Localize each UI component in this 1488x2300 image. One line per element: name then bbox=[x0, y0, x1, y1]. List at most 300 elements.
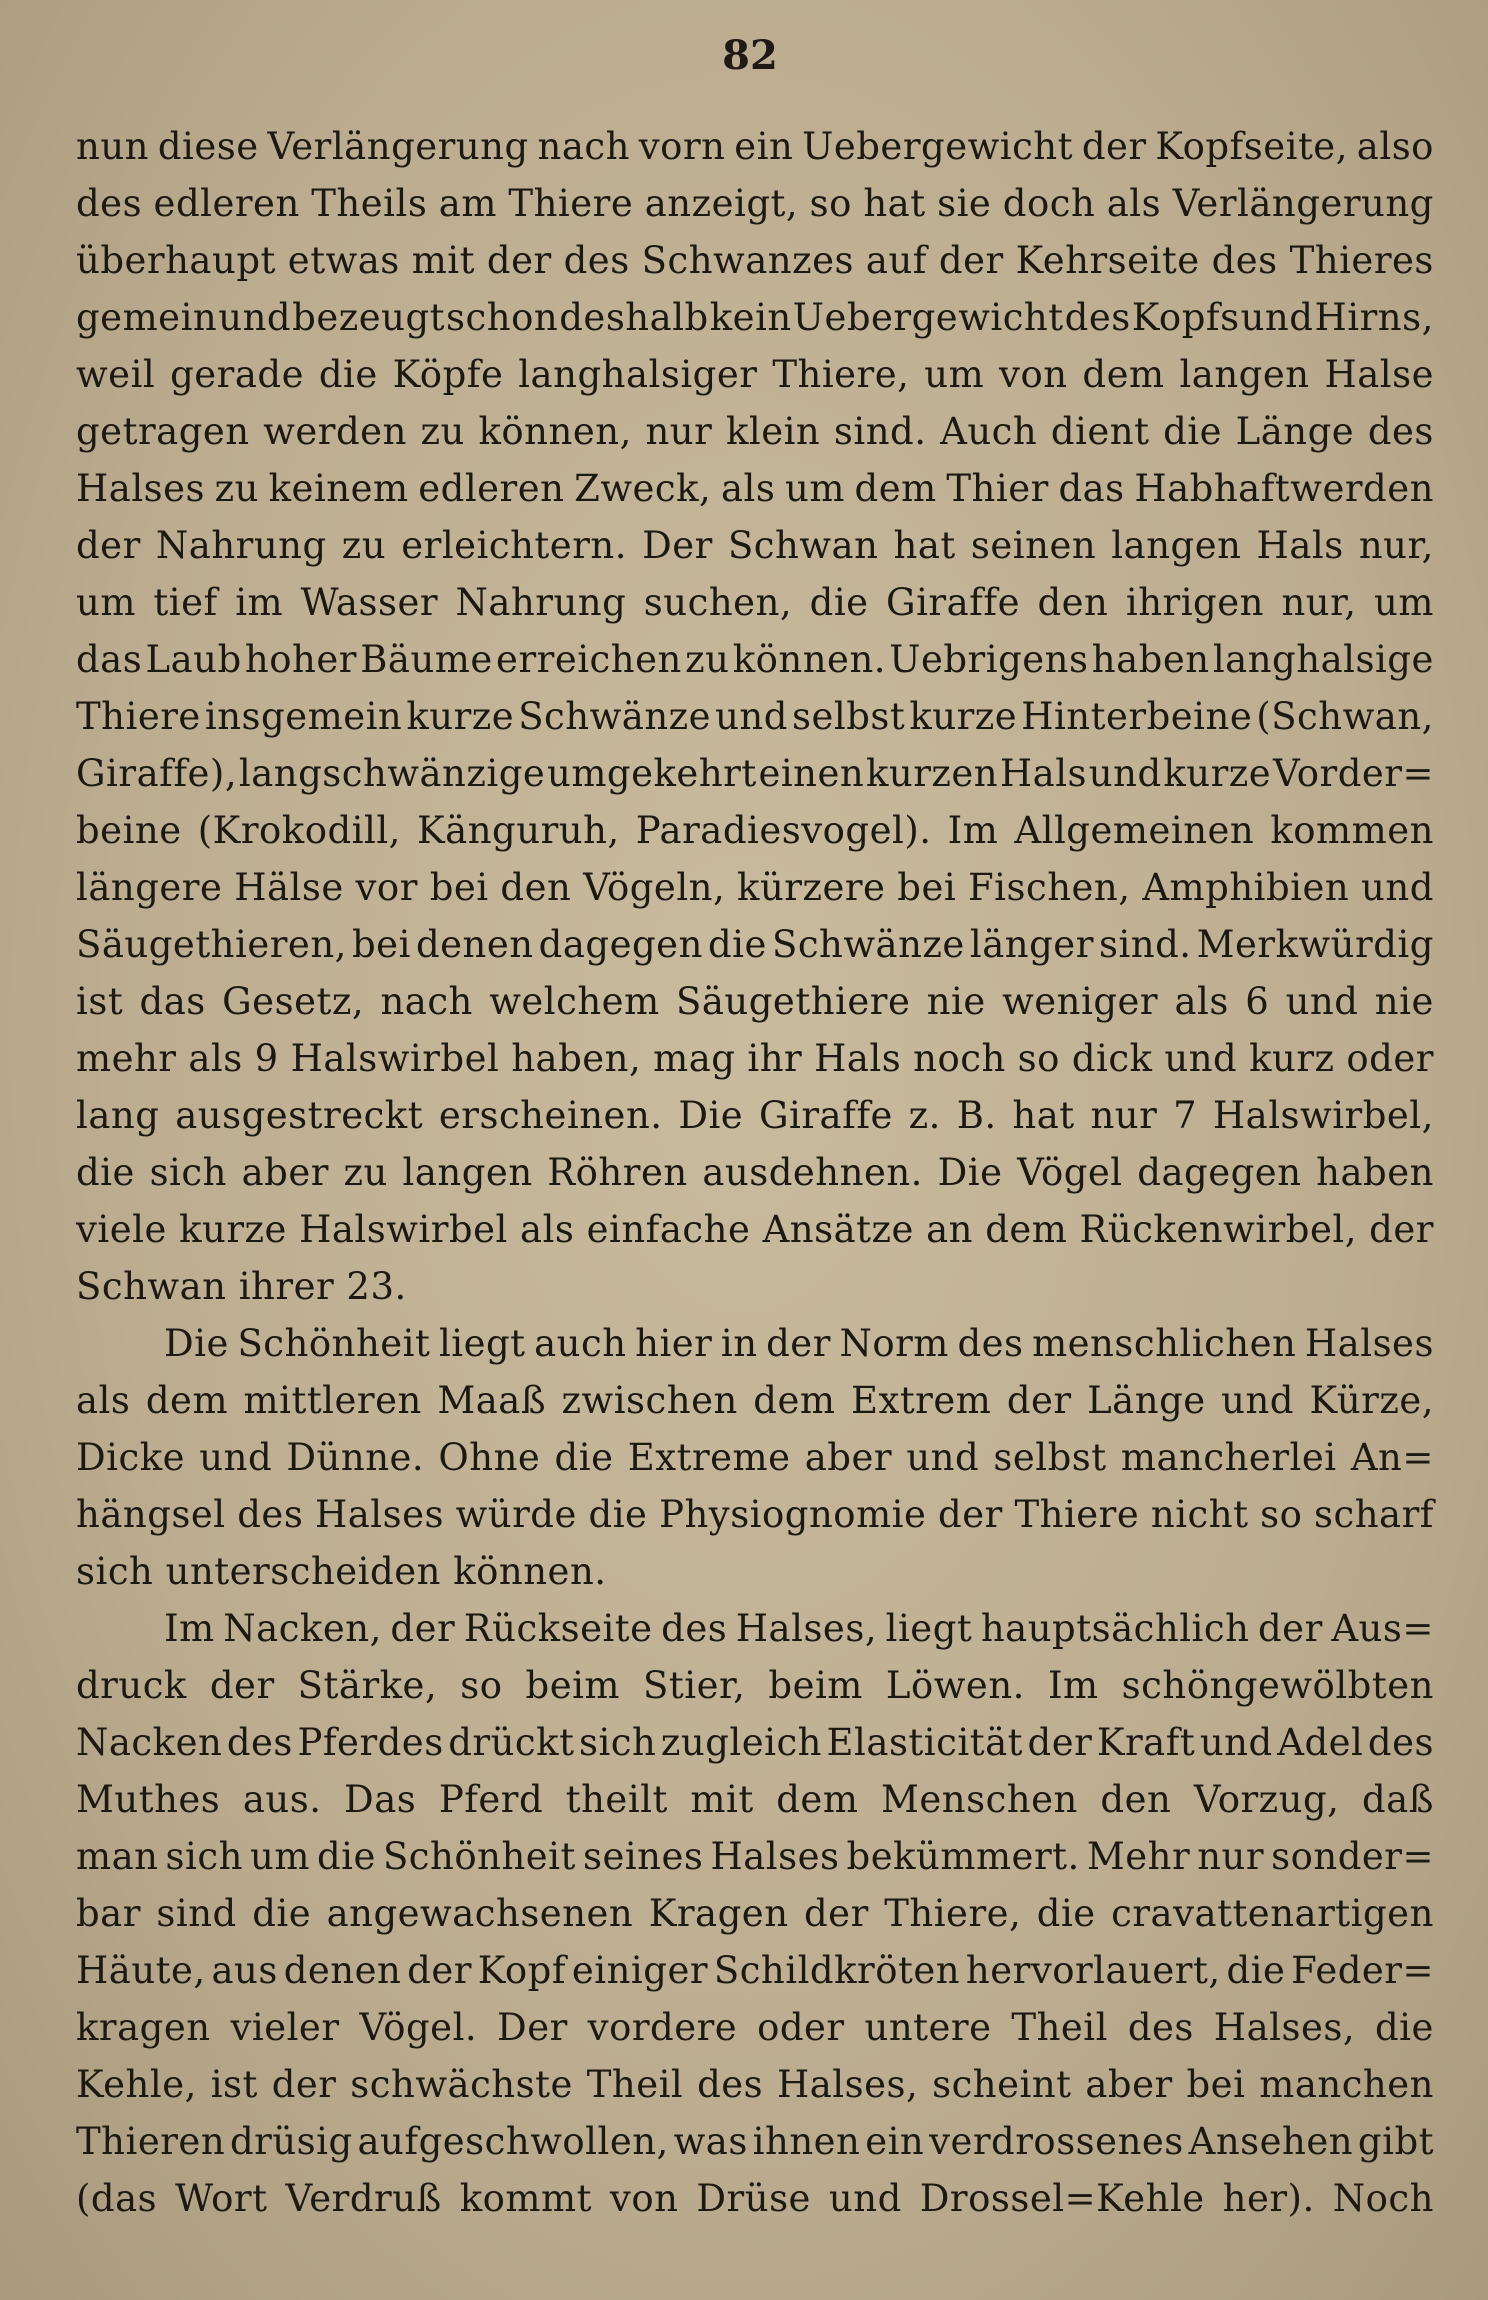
word: am bbox=[438, 182, 497, 225]
word: können, bbox=[478, 410, 632, 453]
word: welchem bbox=[489, 980, 660, 1023]
text-line bbox=[76, 1087, 1434, 1144]
word: Rückseite bbox=[463, 1607, 653, 1650]
word: Thieren bbox=[76, 2120, 226, 2163]
word: die bbox=[76, 1151, 135, 1194]
word: Länge bbox=[1235, 410, 1355, 453]
word: bei bbox=[429, 866, 489, 909]
word: Häute, bbox=[76, 1949, 206, 1992]
word: auf bbox=[865, 239, 927, 282]
word: also bbox=[1356, 125, 1434, 168]
word: Thiere bbox=[508, 182, 634, 225]
word: Theil bbox=[586, 2063, 684, 2106]
word: Schwänze bbox=[771, 923, 965, 966]
word: Nahrung bbox=[155, 524, 327, 567]
word: Mehr bbox=[1086, 1835, 1191, 1878]
word: Feder= bbox=[1291, 1949, 1434, 1992]
word: sind bbox=[156, 1892, 237, 1935]
word: nicht bbox=[1150, 1493, 1249, 1536]
word: beim bbox=[525, 1664, 621, 1707]
word: 7 bbox=[1173, 1094, 1198, 1137]
text-line bbox=[76, 1429, 1434, 1486]
word: nur bbox=[1197, 1835, 1265, 1878]
word: drüsig bbox=[229, 2120, 353, 2163]
text-line bbox=[76, 175, 1434, 232]
word: sich bbox=[578, 1721, 657, 1764]
word: Schildkröten bbox=[713, 1949, 961, 1992]
word: daß bbox=[1361, 1778, 1434, 1821]
word: langhalsiger bbox=[518, 353, 758, 396]
word: das bbox=[76, 638, 143, 681]
word: Auch bbox=[940, 410, 1038, 453]
word: nur, bbox=[1358, 524, 1434, 567]
word: der bbox=[1257, 1607, 1323, 1650]
word: des bbox=[697, 2063, 764, 2106]
text-line bbox=[76, 1372, 1434, 1429]
word: Kehle, bbox=[76, 2063, 197, 2106]
word: werden bbox=[263, 410, 407, 453]
text-line bbox=[76, 2056, 1434, 2113]
word: haben bbox=[1091, 638, 1210, 681]
text-line bbox=[76, 1714, 1434, 1771]
word: dagegen bbox=[538, 923, 703, 966]
word: deshalb bbox=[559, 296, 709, 339]
word: keinem bbox=[268, 467, 409, 510]
word: Halswirbel bbox=[290, 1037, 500, 1080]
word: schwächste bbox=[350, 2063, 573, 2106]
word: Extreme bbox=[627, 1436, 791, 1479]
word: ausgestreckt bbox=[175, 1094, 424, 1137]
word: z. bbox=[908, 1094, 941, 1137]
word: und bbox=[218, 296, 292, 339]
word: der bbox=[1081, 125, 1147, 168]
word: anzeigt, bbox=[644, 182, 799, 225]
text-line: Schwan ihrer 23. bbox=[76, 1265, 407, 1308]
word: nach bbox=[537, 125, 630, 168]
word: Maaß bbox=[437, 1379, 547, 1422]
word: Paradiesvogel). bbox=[635, 809, 932, 852]
word: Halses bbox=[710, 1835, 840, 1878]
word: des bbox=[1127, 2006, 1194, 2049]
word: der bbox=[209, 1664, 275, 1707]
word: hängsel bbox=[76, 1493, 226, 1536]
word: vor bbox=[355, 866, 418, 909]
word: aufgeschwollen, bbox=[357, 2120, 669, 2163]
word: hat bbox=[863, 182, 926, 225]
word: Kehrseite bbox=[1015, 239, 1200, 282]
word: selbst bbox=[993, 1436, 1107, 1479]
word: Hals bbox=[1256, 524, 1344, 567]
word: Röhren bbox=[547, 1151, 688, 1194]
word: beine bbox=[76, 809, 182, 852]
word: oder bbox=[757, 2006, 845, 2049]
word: sich bbox=[165, 1835, 243, 1878]
word: langen bbox=[402, 1151, 533, 1194]
word: Rückenwirbel, bbox=[1079, 1208, 1357, 1251]
page-number: 82 bbox=[722, 32, 778, 79]
word: einfache bbox=[586, 1208, 751, 1251]
word: Hals bbox=[999, 752, 1088, 795]
word: das bbox=[1058, 467, 1125, 510]
word: Halswirbel, bbox=[1212, 1094, 1434, 1137]
word: dagegen bbox=[1137, 1151, 1302, 1194]
word: Pferdes bbox=[297, 1721, 444, 1764]
word: gemein bbox=[76, 296, 218, 339]
word: und bbox=[1199, 1721, 1273, 1764]
word: die bbox=[809, 581, 869, 624]
word: zwischen bbox=[561, 1379, 738, 1422]
word: hat bbox=[893, 524, 956, 567]
word: noch bbox=[913, 1037, 1006, 1080]
word: Säugethieren, bbox=[76, 923, 347, 966]
word: manchen bbox=[1259, 2063, 1434, 2106]
word: etwas bbox=[287, 239, 400, 282]
word: her). bbox=[1222, 2177, 1315, 2220]
word: von bbox=[609, 2177, 679, 2220]
word: kein bbox=[709, 296, 792, 339]
word: kurze bbox=[179, 1208, 287, 1251]
word: suchen, bbox=[643, 581, 793, 624]
word: kurze bbox=[1163, 752, 1272, 795]
word: Im bbox=[1047, 1664, 1099, 1707]
word: das bbox=[139, 980, 206, 1023]
text-line bbox=[76, 1315, 1434, 1372]
word: sind. bbox=[1098, 923, 1192, 966]
word: dem bbox=[985, 1208, 1068, 1251]
text-line bbox=[76, 1657, 1434, 1714]
word: die bbox=[588, 1493, 648, 1536]
word: die bbox=[316, 1835, 376, 1878]
word: des bbox=[1367, 1721, 1434, 1764]
text-line bbox=[76, 1999, 1434, 2056]
word: Schönheit bbox=[237, 1322, 431, 1365]
text-line bbox=[76, 916, 1434, 973]
word: druck bbox=[76, 1664, 187, 1707]
word: Wort bbox=[175, 2177, 268, 2220]
word: lang bbox=[76, 1094, 160, 1137]
word: Kopfs bbox=[1131, 296, 1240, 339]
word: hier bbox=[635, 1322, 713, 1365]
word: beim bbox=[768, 1664, 863, 1707]
word: Aus= bbox=[1331, 1607, 1434, 1650]
word: der bbox=[938, 239, 1004, 282]
word: Der bbox=[642, 524, 713, 567]
word: Halses, bbox=[1213, 2006, 1356, 2049]
word: länger bbox=[969, 923, 1094, 966]
word: die bbox=[318, 353, 378, 396]
word: Stärke, bbox=[297, 1664, 438, 1707]
word: des bbox=[563, 239, 630, 282]
word: gerade bbox=[170, 353, 305, 396]
word: und bbox=[828, 2177, 902, 2220]
word: Schwänze bbox=[518, 695, 712, 738]
word: mittleren bbox=[243, 1379, 422, 1422]
word: Nacken bbox=[76, 1721, 223, 1764]
word: Drüse bbox=[696, 2177, 811, 2220]
word: Löwen. bbox=[885, 1664, 1025, 1707]
word: Schwanzes bbox=[641, 239, 854, 282]
word: des bbox=[237, 1493, 304, 1536]
word: ist bbox=[76, 980, 124, 1023]
word: aber bbox=[1085, 2063, 1173, 2106]
word: Physiognomie bbox=[659, 1493, 927, 1536]
text-line bbox=[76, 802, 1434, 859]
word: viele bbox=[76, 1208, 167, 1251]
word: Amphibien bbox=[1142, 866, 1350, 909]
word: diese bbox=[157, 125, 259, 168]
word: (das bbox=[76, 2177, 158, 2220]
word: hauptsächlich bbox=[980, 1607, 1250, 1650]
word: Nahrung bbox=[455, 581, 627, 624]
word: bei bbox=[897, 866, 957, 909]
word: des bbox=[226, 1721, 293, 1764]
word: sie bbox=[937, 182, 992, 225]
word: langen bbox=[1179, 353, 1310, 396]
word: Halswirbel bbox=[299, 1208, 508, 1251]
word: Pferd bbox=[438, 1778, 544, 1821]
word: (Schwan, bbox=[1256, 695, 1434, 738]
word: selbst bbox=[792, 695, 906, 738]
word: langen bbox=[1111, 524, 1242, 567]
word: Nacken, bbox=[223, 1607, 382, 1650]
word: und bbox=[715, 695, 788, 738]
word: ist bbox=[210, 2063, 258, 2106]
word: bei bbox=[351, 923, 411, 966]
word: Norm bbox=[839, 1322, 949, 1365]
word: des bbox=[957, 1322, 1024, 1365]
word: und bbox=[1240, 296, 1314, 339]
word: und bbox=[1285, 980, 1359, 1023]
word: Thiere, bbox=[772, 353, 910, 396]
word: getragen bbox=[76, 410, 250, 453]
word: untere bbox=[864, 2006, 992, 2049]
word: ein bbox=[865, 2120, 925, 2163]
word: Ansätze bbox=[762, 1208, 914, 1251]
word: bei bbox=[1186, 2063, 1246, 2106]
word: Die bbox=[678, 1094, 744, 1137]
word: schon bbox=[446, 296, 559, 339]
word: bar bbox=[76, 1892, 141, 1935]
word: dem bbox=[854, 467, 937, 510]
word: 9 bbox=[254, 1037, 279, 1080]
word: edleren bbox=[153, 182, 300, 225]
word: der bbox=[407, 1949, 472, 1992]
word: sich bbox=[149, 1151, 227, 1194]
word: kurzen bbox=[865, 752, 999, 795]
word: Verdruß bbox=[285, 2177, 442, 2220]
word: der bbox=[1027, 1721, 1093, 1764]
word: Ansehen bbox=[1188, 2120, 1354, 2163]
text-line bbox=[76, 2113, 1434, 2170]
word: kragen bbox=[76, 2006, 211, 2049]
word: kurze bbox=[406, 695, 515, 738]
word: vordere bbox=[587, 2006, 738, 2049]
word: die bbox=[1036, 1892, 1096, 1935]
word: kommen bbox=[1270, 809, 1434, 852]
word: dem bbox=[1082, 353, 1165, 396]
word: um bbox=[1373, 581, 1434, 624]
word: nur bbox=[645, 410, 713, 453]
text-line bbox=[76, 631, 1434, 688]
word: 6 bbox=[1245, 980, 1270, 1023]
word: aus. bbox=[242, 1778, 322, 1821]
word: die bbox=[1374, 2006, 1434, 2049]
word: zu bbox=[341, 524, 387, 567]
word: der bbox=[390, 1607, 456, 1650]
word: was bbox=[673, 2120, 748, 2163]
word: Säugethiere bbox=[676, 980, 911, 1023]
word: Theil bbox=[1011, 2006, 1108, 2049]
word: (Krokodill, bbox=[197, 809, 401, 852]
word: Kragen bbox=[648, 1892, 789, 1935]
word: Schönheit bbox=[382, 1835, 576, 1878]
word: langhalsige bbox=[1212, 638, 1434, 681]
word: so bbox=[1260, 1493, 1303, 1536]
word: mag bbox=[653, 1037, 736, 1080]
word: Giraffe bbox=[886, 581, 1020, 624]
word: des bbox=[1367, 410, 1434, 453]
word: Schwan bbox=[727, 524, 879, 567]
word: würde bbox=[455, 1493, 577, 1536]
text-line bbox=[76, 1600, 1434, 1657]
word: erscheinen. bbox=[438, 1094, 663, 1137]
word: der bbox=[76, 524, 141, 567]
text-line bbox=[76, 973, 1434, 1030]
word: hoher bbox=[244, 638, 357, 681]
word: nie bbox=[926, 980, 986, 1023]
word: langschwänzige bbox=[238, 752, 546, 795]
word: Uebrigens bbox=[889, 638, 1089, 681]
word: mehr bbox=[76, 1037, 177, 1080]
word: Im bbox=[164, 1607, 215, 1650]
word: der bbox=[803, 1892, 869, 1935]
word: Vorzug, bbox=[1193, 1778, 1340, 1821]
word: als bbox=[76, 1379, 131, 1422]
word: Thiere, bbox=[884, 1892, 1022, 1935]
word: ihrigen bbox=[1125, 581, 1264, 624]
text-line: sich unterscheiden können. bbox=[76, 1550, 607, 1593]
word: an bbox=[926, 1208, 973, 1251]
word: Gesetz, bbox=[222, 980, 365, 1023]
word: so bbox=[1017, 1037, 1060, 1080]
text-line bbox=[76, 2170, 1434, 2227]
word: den bbox=[1037, 581, 1109, 624]
word: Länge bbox=[1087, 1379, 1206, 1422]
word: des bbox=[1064, 296, 1131, 339]
text-line bbox=[76, 289, 1434, 346]
word: Allgemeinen bbox=[1014, 809, 1255, 852]
word: Thiere bbox=[1014, 1493, 1140, 1536]
text-line bbox=[76, 1486, 1434, 1543]
text-line bbox=[76, 859, 1434, 916]
word: längere bbox=[76, 866, 223, 909]
word: dick bbox=[1071, 1037, 1153, 1080]
word: seinen bbox=[970, 524, 1097, 567]
word: Hälse bbox=[234, 866, 344, 909]
word: der bbox=[1006, 1379, 1072, 1422]
word: Hirns, bbox=[1314, 296, 1434, 339]
word: Kopf bbox=[477, 1949, 567, 1992]
word: so bbox=[460, 1664, 503, 1707]
word: der bbox=[271, 2063, 337, 2106]
word: Die bbox=[164, 1322, 229, 1365]
word: seines bbox=[582, 1835, 704, 1878]
word: Thieres bbox=[1289, 239, 1434, 282]
word: weniger bbox=[1002, 980, 1159, 1023]
word: Menschen bbox=[880, 1778, 1078, 1821]
word: insgemein bbox=[204, 695, 403, 738]
word: zu bbox=[685, 638, 730, 681]
word: so bbox=[809, 182, 852, 225]
word: liegt bbox=[885, 1607, 973, 1650]
word: und bbox=[1088, 752, 1162, 795]
text-line bbox=[76, 1771, 1434, 1828]
word: um bbox=[924, 353, 985, 396]
word: den bbox=[500, 866, 572, 909]
word: Verlängerung bbox=[1172, 182, 1434, 225]
word: Dünne. bbox=[286, 1436, 425, 1479]
word: als bbox=[1174, 980, 1229, 1023]
word: Kürze, bbox=[1309, 1379, 1434, 1422]
word: die bbox=[707, 923, 767, 966]
word: Theils bbox=[311, 182, 428, 225]
word: Vögel bbox=[1017, 1151, 1123, 1194]
word: Die bbox=[937, 1151, 1003, 1194]
word: sonder= bbox=[1271, 1835, 1434, 1878]
word: B. bbox=[956, 1094, 997, 1137]
text-line bbox=[76, 1942, 1434, 1999]
word: edleren bbox=[418, 467, 565, 510]
word: scharf bbox=[1314, 1493, 1434, 1536]
word: klein bbox=[725, 410, 821, 453]
word: Zweck, bbox=[574, 467, 712, 510]
text-line bbox=[76, 232, 1434, 289]
word: Extrem bbox=[850, 1379, 992, 1422]
word: als bbox=[720, 467, 776, 510]
word: denen bbox=[283, 1949, 402, 1992]
word: oder bbox=[1346, 1037, 1434, 1080]
text-line bbox=[76, 460, 1434, 517]
word: als bbox=[188, 1037, 243, 1080]
word: Thier bbox=[946, 467, 1049, 510]
word: einen bbox=[758, 752, 865, 795]
word: kommt bbox=[459, 2177, 592, 2220]
word: nie bbox=[1374, 980, 1434, 1023]
word: kurz bbox=[1249, 1037, 1335, 1080]
word: Giraffe), bbox=[76, 752, 238, 795]
text-line bbox=[76, 517, 1434, 574]
word: aber bbox=[241, 1151, 329, 1194]
body-text bbox=[76, 118, 1434, 2227]
word: Hals bbox=[814, 1037, 902, 1080]
word: Noch bbox=[1332, 2177, 1434, 2220]
word: Dicke bbox=[76, 1436, 186, 1479]
text-line bbox=[76, 403, 1434, 460]
word: gibt bbox=[1357, 2120, 1434, 2163]
word: Halses, bbox=[735, 1607, 878, 1650]
word: hervorlauert, bbox=[965, 1949, 1221, 1992]
word: mit bbox=[690, 1778, 754, 1821]
word: Habhaftwerden bbox=[1134, 467, 1434, 510]
word: Hinterbeine bbox=[1021, 695, 1253, 738]
word: als bbox=[520, 1208, 575, 1251]
word: Adel bbox=[1277, 1721, 1364, 1764]
word: und bbox=[1164, 1037, 1238, 1080]
word: Thiere bbox=[76, 695, 201, 738]
word: angewachsenen bbox=[326, 1892, 634, 1935]
word: Vögel. bbox=[359, 2006, 478, 2049]
word: zu bbox=[420, 410, 465, 453]
